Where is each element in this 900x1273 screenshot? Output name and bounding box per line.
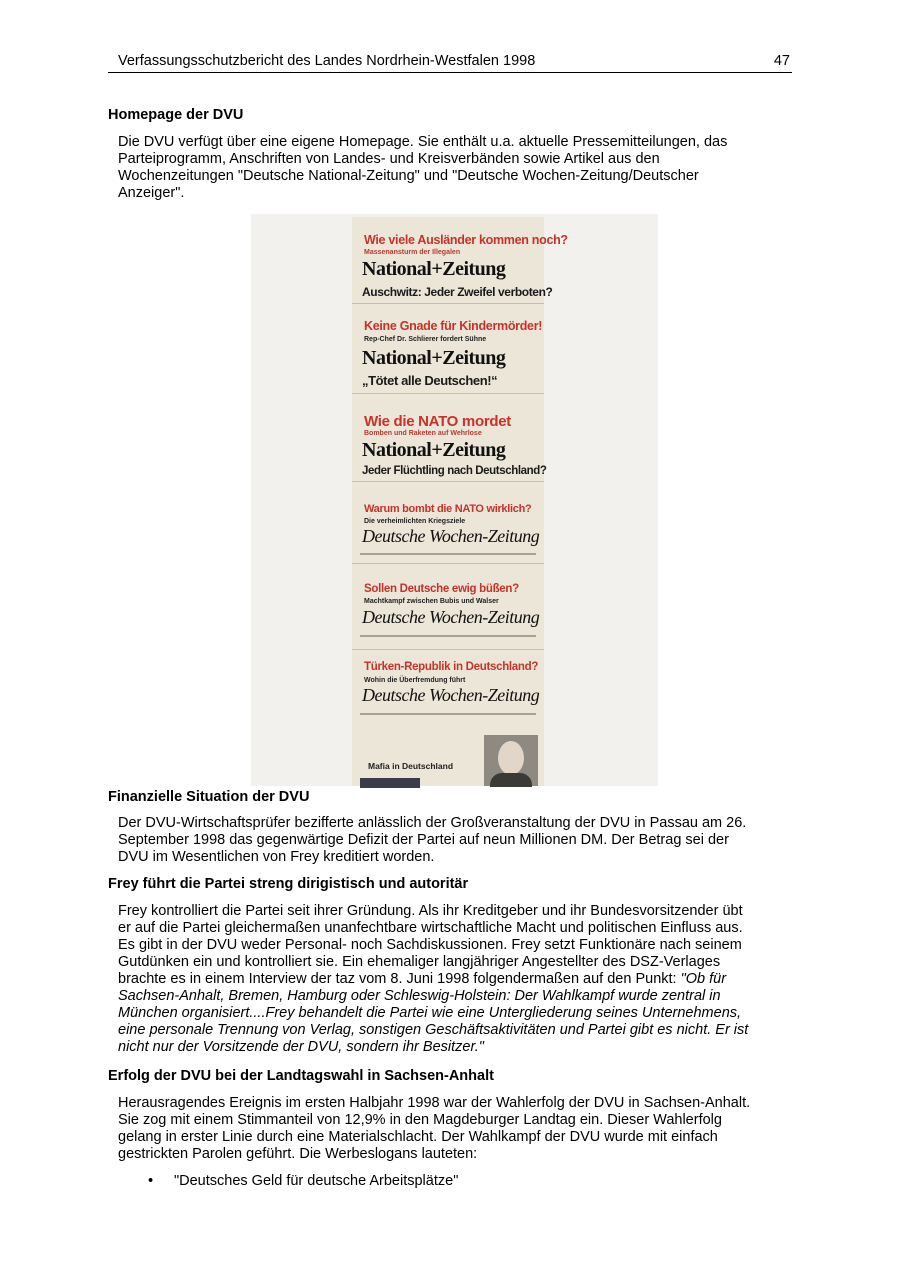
quote-line: Sachsen-Anhalt, Bremen, Hamburg oder Schleswig-Holstein: Der Wahlkampf wurde zentral in	[118, 988, 721, 1004]
paragraph-homepage	[118, 134, 788, 202]
newspaper-masthead: Deutsche Wochen-Zeitung	[362, 607, 540, 627]
heading-frey-fuehrt: Frey führt die Partei streng dirigistisch und autoritär	[108, 876, 469, 892]
newspaper-front-page	[352, 393, 547, 482]
text-line	[118, 971, 788, 988]
text-span: brachte es in einem Interview der taz vom 8. Juni 1998 folgendermaßen auf den Punkt:	[118, 971, 681, 987]
heading-erfolg-sachsen-anhalt: Erfolg der DVU bei der Landtagswahl in Sachsen-Anhalt	[108, 1068, 494, 1084]
newspaper-subline: Die verheimlichten Kriegsziele	[364, 518, 466, 525]
bullet-text: "Deutsches Geld für deutsche Arbeitsplätze"	[174, 1173, 459, 1189]
newspaper-front-page	[352, 217, 568, 304]
newspaper-subline: Wohin die Überfremdung führt	[364, 677, 466, 684]
quote-span: "Ob für	[680, 971, 727, 987]
text-line: Sie zog mit einem Stimmanteil von 12,9% in den Magdeburger Landtag ein. Dieser Wahlerfolg	[118, 1112, 722, 1128]
paragraph-frey-fuehrt	[118, 903, 788, 1056]
newspaper-masthead: National+Zeitung	[362, 439, 506, 461]
newspaper-bottom-headline: Jeder Flüchtling nach Deutschland?	[362, 465, 547, 477]
newspaper-headline: Wie die NATO mordet	[364, 413, 511, 430]
newspaper-headline: Wie viele Ausländer kommen noch?	[364, 233, 568, 247]
newspaper-subline: Machtkampf zwischen Bubis und Walser	[364, 598, 499, 605]
paragraph-finanzielle-situation	[118, 815, 788, 866]
newspaper-bottom-headline: „Tötet alle Deutschen!“	[362, 373, 498, 388]
page-number: 47	[773, 53, 790, 69]
portrait-face	[498, 741, 524, 775]
portrait-photo	[484, 735, 538, 786]
newspaper-masthead: National+Zeitung	[362, 347, 506, 369]
newspaper-divider	[360, 635, 536, 637]
text-line: Anzeiger".	[118, 185, 185, 201]
bullet-list-item	[148, 1173, 458, 1189]
newspaper-masthead: Deutsche Wochen-Zeitung	[362, 526, 540, 546]
newspaper-strip	[352, 217, 568, 786]
text-line: gelang in erster Linie durch eine Materialschlacht. Der Wahlkampf der DVU wurde mit einfach	[118, 1129, 718, 1145]
text-line: September 1998 das gegenwärtige Defizit der Partei auf neun Millionen DM. Der Betrag sei der	[118, 832, 729, 848]
newspaper-headline: Türken-Republik in Deutschland?	[364, 661, 539, 673]
newspaper-headline: Keine Gnade für Kindermörder!	[364, 319, 543, 333]
newspaper-subline: Bomben und Raketen auf Wehrlose	[364, 430, 482, 437]
paragraph-erfolg-sachsen-anhalt	[118, 1095, 788, 1163]
text-line: Es gibt in der DVU weder Personal- noch Sachdiskussionen. Frey setzt Funktionäre nach seinem	[118, 937, 742, 953]
page-header	[108, 52, 792, 73]
text-line: er auf die Partei gleichermaßen unanfechtbare wirtschaftliche Macht und politischen Einfluss aus.	[118, 920, 743, 936]
text-line: DVU im Wesentlichen von Frey kreditiert worden.	[118, 849, 435, 865]
text-line: Wochenzeitungen "Deutsche National-Zeitung" und "Deutsche Wochen-Zeitung/Deutscher	[118, 168, 699, 184]
newspaper-divider	[360, 713, 536, 715]
text-line: Parteiprogramm, Anschriften von Landes- und Kreisverbänden sowie Artikel aus den	[118, 151, 660, 167]
newspaper-front-page	[352, 481, 544, 564]
heading-homepage: Homepage der DVU	[108, 107, 244, 123]
newspaper-masthead: Deutsche Wochen-Zeitung	[362, 685, 540, 705]
newspaper-banner	[360, 778, 420, 788]
quote-line: München organisiert....Frey behandelt die Partei wie eine Untergliederung seines Unternehmens,	[118, 1005, 742, 1021]
newspaper-headline: Sollen Deutsche ewig büßen?	[364, 583, 519, 595]
portrait-body	[490, 773, 532, 787]
newspaper-subline: Rep-Chef Dr. Schlierer fordert Sühne	[364, 336, 487, 343]
quote-line: eine personale Trennung von Verlag, sonstigen Geschäftsaktivitäten und Partei gibt es nicht. Er ist	[118, 1022, 749, 1038]
header-title: Verfassungsschutzbericht des Landes Nordrhein-Westfalen 1998	[118, 53, 536, 69]
text-line: Herausragendes Ereignis im ersten Halbjahr 1998 war der Wahlerfolg der DVU in Sachsen-Anhalt.	[118, 1095, 751, 1111]
heading-finanzielle-situation: Finanzielle Situation der DVU	[108, 789, 310, 805]
newspaper-front-page	[352, 563, 544, 650]
bullet-icon: •	[148, 1173, 154, 1189]
text-line: gestrickten Parolen geführt. Die Werbeslogans lauteten:	[118, 1146, 478, 1162]
newspaper-subline: Massenansturm der Illegalen	[364, 249, 461, 256]
text-line: Die DVU verfügt über eine eigene Homepage. Sie enthält u.a. aktuelle Pressemitteilungen, das	[118, 134, 728, 150]
newspaper-front-page	[352, 303, 544, 394]
text-line: Der DVU-Wirtschaftsprüfer bezifferte anlässlich der Großveranstaltung der DVU in Passau am 26.	[118, 815, 747, 831]
quote-line: nicht nur der Vorsitzende der DVU, sondern ihr Besitzer."	[118, 1039, 484, 1055]
newspaper-masthead: National+Zeitung	[362, 258, 506, 280]
text-line: Gutdünken ein und kontrolliert sie. Ein ehemaliger langjähriger Angestellter des DSZ-Verlages	[118, 954, 721, 970]
newspaper-divider	[360, 553, 536, 555]
newspaper-article-title: Mafia in Deutschland	[368, 761, 454, 771]
newspaper-collage-image	[251, 214, 658, 786]
newspaper-headline: Warum bombt die NATO wirklich?	[364, 503, 532, 515]
newspaper-bottom-headline: Auschwitz: Jeder Zweifel verboten?	[362, 285, 553, 299]
text-line: Frey kontrolliert die Partei seit ihrer Gründung. Als ihr Kreditgeber und ihr Bundesvorsitzender übt	[118, 903, 743, 919]
